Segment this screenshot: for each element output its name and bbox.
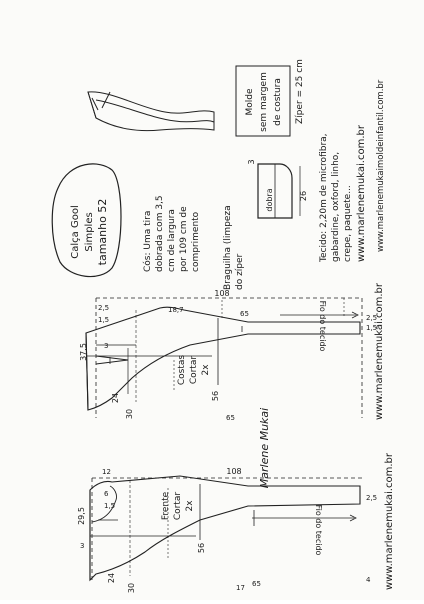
- front-dim-length: 108: [226, 467, 242, 476]
- front-label-1: Frente: [161, 491, 171, 521]
- back-dim-2-5: 2,5: [98, 304, 110, 312]
- back-piece-labels: [79, 289, 377, 422]
- front-dim-1-5: 1,5: [104, 502, 116, 510]
- front-dim-2-5: 2,5: [366, 494, 378, 502]
- tecido-line-2: gabardine, oxford, linho,: [331, 151, 341, 262]
- back-dim-3: 3: [104, 342, 109, 350]
- website-line-1: www.marlenemukai.com.br: [356, 125, 367, 262]
- back-dim-1-5b: 1,5: [366, 324, 378, 332]
- ziper-label: Zíper = 25 cm: [295, 59, 305, 124]
- front-dim-hip: 29,5: [77, 507, 86, 525]
- back-dim-56: 56: [211, 390, 220, 402]
- braguilha-notes: [223, 159, 308, 290]
- braguilha-dim-width: 3: [247, 159, 256, 165]
- title-line-2: Simples: [84, 212, 95, 252]
- front-dim-56: 56: [197, 542, 206, 554]
- front-dim-3: 3: [80, 542, 85, 550]
- title-box: [52, 164, 121, 277]
- front-dim-17: 17: [236, 584, 245, 592]
- title-line-1: Calça Gool: [70, 205, 81, 259]
- cos-line-2: dobrada com 3,5: [155, 195, 165, 272]
- back-dim-18-7: 18,7: [168, 306, 184, 314]
- back-dim-bottom: 2,5: [366, 314, 378, 322]
- braguilha-fold-label: dobra: [265, 188, 274, 212]
- tecido-notes: [319, 133, 353, 263]
- signature-text: Marlene Mukai: [258, 407, 271, 489]
- back-dim-65: 65: [240, 310, 249, 318]
- front-dim-4: 4: [366, 576, 371, 584]
- braguilha-line-2: do zíper: [235, 253, 245, 290]
- front-grain-label: Fio do tecido: [314, 504, 323, 556]
- tecido-line-1: Tecido: 2,20m de microfibra,: [319, 133, 329, 262]
- back-label-2: Cortar: [189, 355, 199, 385]
- front-dim-12: 12: [102, 468, 111, 476]
- back-grain-label: Fio do tecido: [318, 300, 327, 352]
- back-dim-24: 24: [111, 392, 120, 404]
- back-dim-hip: 37,5: [79, 343, 88, 361]
- trousers-sketch: [88, 92, 214, 131]
- back-dim-30: 30: [125, 408, 134, 420]
- website-line-2: www.marlenemukai.com.br: [374, 283, 385, 420]
- molde-notes: [236, 59, 305, 136]
- cos-notes: [142, 195, 201, 272]
- signature: [258, 408, 271, 488]
- front-dim-6: 6: [104, 490, 109, 498]
- front-label-2: Cortar: [173, 491, 183, 521]
- molde-line-2: sem margem: [259, 72, 269, 132]
- tecido-line-3: crepe, paquete...: [343, 185, 353, 262]
- back-dim-leg: 65: [226, 414, 235, 422]
- back-dim-length: 108: [214, 289, 230, 298]
- molde-line-1: Molde: [245, 88, 255, 116]
- website-line-4: www.marlenemukaimoldeinfantil.com.br: [376, 79, 386, 252]
- front-dim-24: 24: [107, 572, 116, 584]
- cos-line-5: comprimento: [191, 211, 201, 272]
- cos-line-4: por 109 cm de: [179, 206, 189, 272]
- cos-line-1: Cós: Uma tira: [143, 210, 153, 272]
- front-label-3: 2x: [185, 500, 195, 512]
- website-line-3: www.marlenemukai.com.br: [384, 453, 395, 590]
- back-dim-1-5: 1,5: [98, 316, 110, 324]
- braguilha-dim-length: 26: [299, 190, 308, 202]
- front-dim-30: 30: [127, 582, 136, 594]
- molde-line-3: de costura: [273, 78, 283, 126]
- front-dim-leg: 65: [252, 580, 261, 588]
- cos-line-3: cm de largura: [167, 209, 177, 272]
- braguilha-line-1: Braguilha (limpeza: [223, 205, 233, 290]
- title-line-3: tamanho 52: [96, 198, 109, 266]
- back-label-1: Costas: [177, 354, 187, 386]
- back-label-3: 2x: [201, 364, 211, 376]
